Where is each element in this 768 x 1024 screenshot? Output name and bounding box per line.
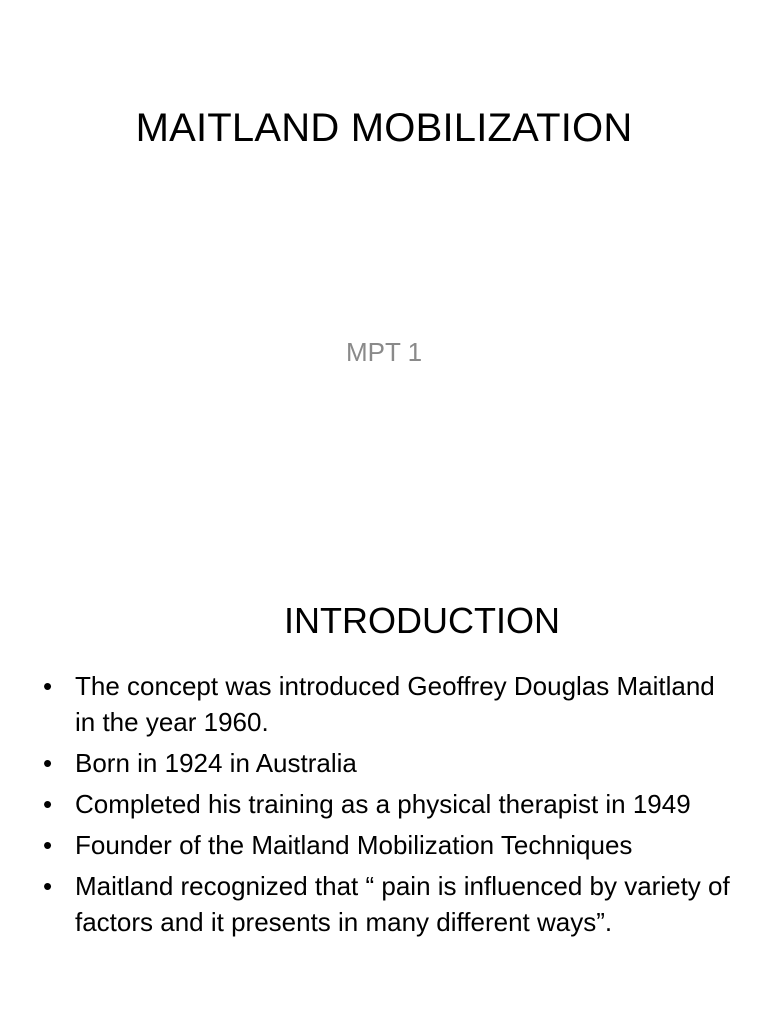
- bullet-item: [38, 868, 738, 940]
- bullet-icon: •: [43, 871, 53, 901]
- bullet-item: [38, 745, 738, 781]
- bullet-text: Born in 1924 in Australia: [75, 748, 357, 778]
- bullet-icon: •: [43, 830, 53, 860]
- bullet-item: [38, 786, 738, 822]
- slide-subtitle: MPT 1: [345, 337, 423, 367]
- bullet-text: Maitland recognized that “ pain is influenced by variety of factors and it presents in many different ways”.: [75, 871, 730, 937]
- bullet-item: [38, 668, 738, 740]
- slide-introduction: [0, 576, 768, 1024]
- bullet-text: Founder of the Maitland Mobilization Techniques: [75, 830, 633, 860]
- bullet-icon: •: [43, 671, 53, 701]
- bullet-text: Completed his training as a physical therapist in 1949: [75, 789, 691, 819]
- bullet-icon: •: [43, 748, 53, 778]
- bullet-item: [38, 827, 738, 863]
- bullet-text: The concept was introduced Geoffrey Douglas Maitland in the year 1960.: [75, 671, 715, 737]
- bullet-icon: •: [43, 789, 53, 819]
- introduction-heading: INTRODUCTION: [284, 600, 560, 641]
- bullet-list: [38, 668, 738, 945]
- slide-title-heading: MAITLAND MOBILIZATION: [135, 106, 633, 150]
